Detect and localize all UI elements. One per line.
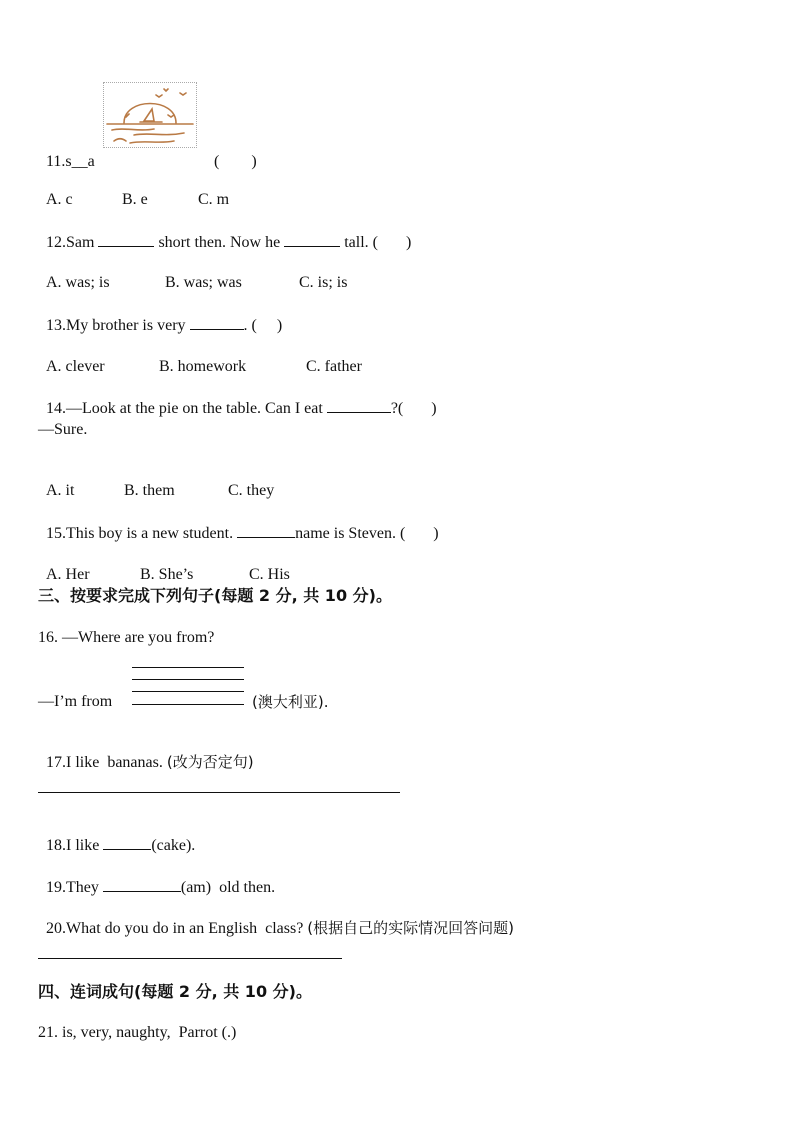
q13-option-c[interactable]: C. father (306, 358, 362, 375)
section-4-title: 四、连词成句(每题 2 分, 共 10 分)。 (38, 982, 312, 1001)
question-18 (38, 815, 195, 856)
q12-option-c[interactable]: C. is; is (299, 274, 348, 291)
q12-blank-1[interactable] (98, 232, 154, 247)
q12-part3: tall. (344, 234, 369, 251)
q12-options (38, 253, 347, 293)
q16-answer-prefix: —I’m from (38, 693, 113, 710)
q11-option-c[interactable]: C. m (198, 191, 230, 208)
q11-paren-text: ( ) (214, 153, 257, 170)
q19-part2: (am) old then. (180, 879, 276, 896)
q12-part1: 12.Sam (46, 234, 95, 251)
q15-part1: 15.This boy is a new student. (46, 525, 234, 542)
q14-part2: ? (390, 400, 398, 417)
q14-option-a[interactable]: A. it (46, 482, 75, 499)
q20-hint: (根据自己的实际情况回答问题) (307, 919, 515, 937)
q16-answer-line-2[interactable] (132, 679, 244, 680)
question-17 (38, 732, 254, 773)
question-13 (38, 295, 282, 336)
question-20 (38, 898, 514, 939)
q18-part1: 18.I like (46, 837, 100, 854)
q15-option-b[interactable]: B. She’s (140, 566, 194, 583)
q12-paren[interactable]: ( ) (372, 234, 412, 251)
q16-answer-line-1[interactable] (132, 667, 244, 668)
q19-part1: 19.They (46, 879, 99, 896)
q13-blank[interactable] (190, 315, 244, 330)
q17-hint: (改为否定句) (166, 753, 254, 771)
q11-option-b[interactable]: B. e (122, 191, 148, 208)
q13-part1: 13.My brother is very (46, 317, 186, 334)
q11-answer-paren[interactable] (206, 132, 257, 172)
question-19 (38, 857, 275, 898)
q12-blank-2[interactable] (284, 232, 340, 247)
q14-reply: —Sure. (38, 421, 88, 438)
q17-answer-line[interactable] (38, 792, 400, 793)
q13-option-b[interactable]: B. homework (159, 358, 247, 375)
q11-option-a[interactable]: A. c (46, 191, 73, 208)
q17-text: 17.I like bananas. (46, 754, 163, 771)
q13-part2: . (243, 317, 248, 334)
q14-part1: 14.—Look at the pie on the table. Can I eat (46, 400, 323, 417)
question-11 (38, 132, 95, 172)
sunset-sea-image (103, 82, 197, 148)
q14-options (38, 461, 274, 501)
q18-part2: (cake). (151, 837, 196, 854)
section-3-title: 三、按要求完成下列句子(每题 2 分, 共 10 分)。 (38, 586, 392, 605)
q12-option-b[interactable]: B. was; was (165, 274, 242, 291)
q14-blank[interactable] (327, 398, 391, 413)
question-14 (38, 378, 437, 419)
question-21: 21. is, very, naughty, Parrot (.) (38, 1024, 237, 1041)
question-12 (38, 212, 411, 253)
q20-text: 20.What do you do in an English class? (46, 920, 304, 937)
q15-options (38, 545, 290, 585)
q13-option-a[interactable]: A. clever (46, 358, 105, 375)
q13-options (38, 337, 362, 377)
q12-option-a[interactable]: A. was; is (46, 274, 110, 291)
q14-option-b[interactable]: B. them (124, 482, 175, 499)
q11-options (38, 170, 229, 210)
q15-option-a[interactable]: A. Her (46, 566, 90, 583)
sunset-sea-icon (104, 83, 196, 147)
q15-option-c[interactable]: C. His (249, 566, 290, 583)
q11-stem: 11.s__a (46, 153, 95, 170)
q14-paren[interactable]: ( ) (397, 400, 437, 417)
q12-part2: short then. Now he (158, 234, 281, 251)
q18-blank[interactable] (103, 835, 151, 850)
q16-hint: (澳大利亚). (252, 693, 329, 711)
question-16: 16. —Where are you from? (38, 629, 215, 646)
q13-paren[interactable]: ( ) (251, 317, 283, 334)
q20-answer-line[interactable] (38, 958, 342, 959)
q15-part2: name is Steven. (295, 525, 396, 542)
q16-answer-line-4[interactable] (132, 704, 244, 705)
question-15 (38, 503, 439, 544)
q15-blank[interactable] (237, 523, 295, 538)
q15-paren[interactable]: ( ) (399, 525, 439, 542)
q16-answer-line-3[interactable] (132, 691, 244, 692)
q19-blank[interactable] (103, 877, 181, 892)
q14-option-c[interactable]: C. they (228, 482, 275, 499)
